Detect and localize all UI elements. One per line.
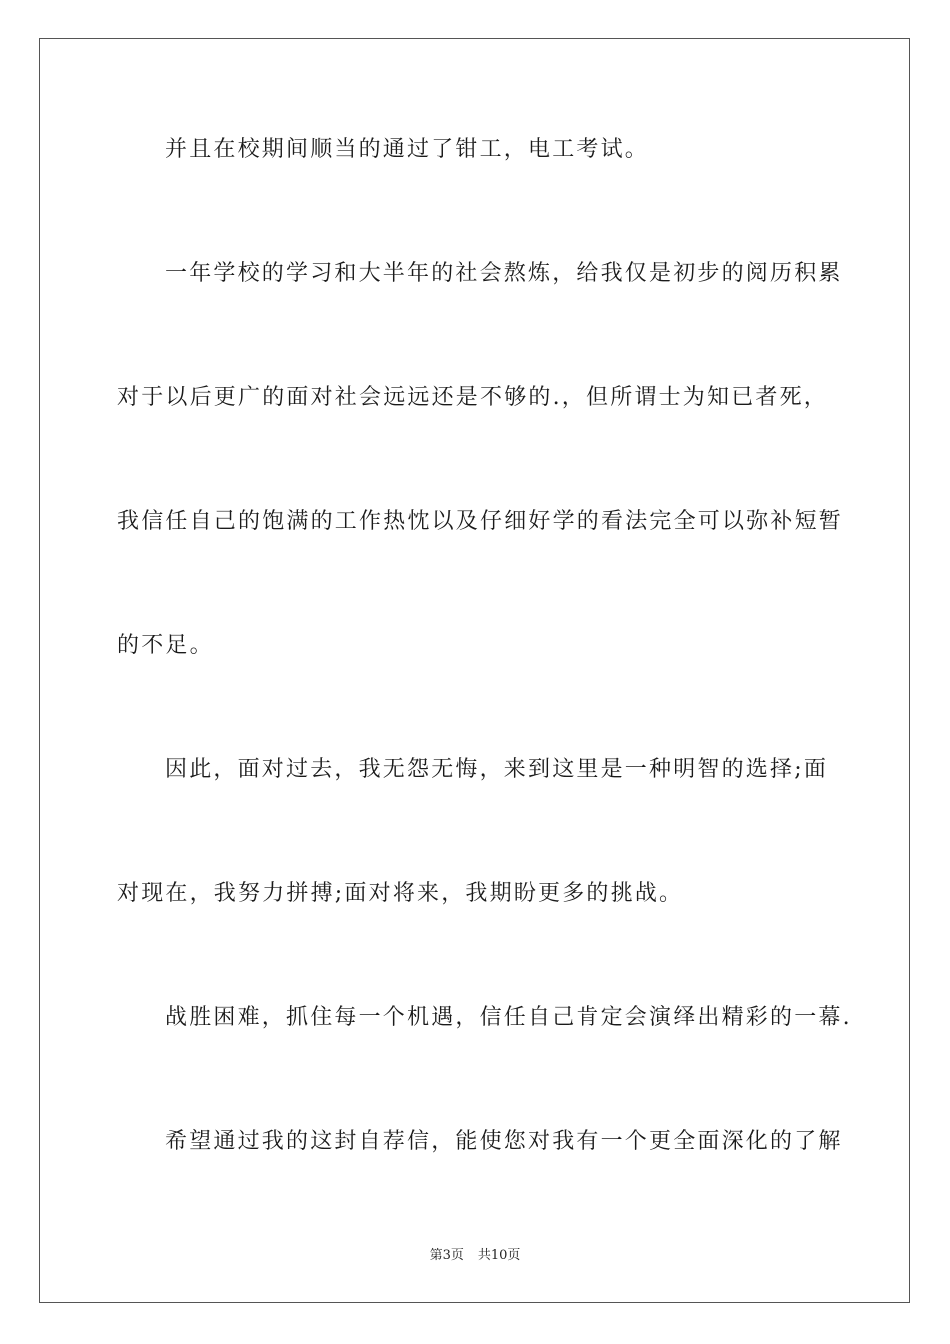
page-footer xyxy=(0,1247,950,1265)
paragraph-line: 我信任自己的饱满的工作热忱以及仔细好学的看法完全可以弥补短暂 xyxy=(117,509,844,534)
paragraph-line: 并且在校期间顺当的通过了钳工，电工考试。 xyxy=(165,137,650,162)
page-frame xyxy=(39,38,910,1303)
paragraph-line: 一年学校的学习和大半年的社会熬炼，给我仅是初步的阅历积累 xyxy=(165,261,843,286)
paragraph-line: 战胜困难，抓住每一个机遇，信任自己肯定会演绎出精彩的一幕. xyxy=(165,1005,852,1030)
page-number: 第3页 xyxy=(429,1248,464,1263)
paragraph-line: 希望通过我的这封自荐信，能使您对我有一个更全面深化的了解 xyxy=(165,1129,843,1154)
paragraph-line: 因此，面对过去，我无怨无悔，来到这里是一种明智的选择;面 xyxy=(165,757,829,782)
paragraph-line: 的不足。 xyxy=(117,633,214,658)
total-pages: 共10页 xyxy=(477,1248,521,1263)
paragraph-line: 对现在，我努力拼搏;面对将来，我期盼更多的挑战。 xyxy=(117,881,684,906)
paragraph-line: 对于以后更广的面对社会远远还是不够的.，但所谓士为知已者死， xyxy=(117,385,828,410)
